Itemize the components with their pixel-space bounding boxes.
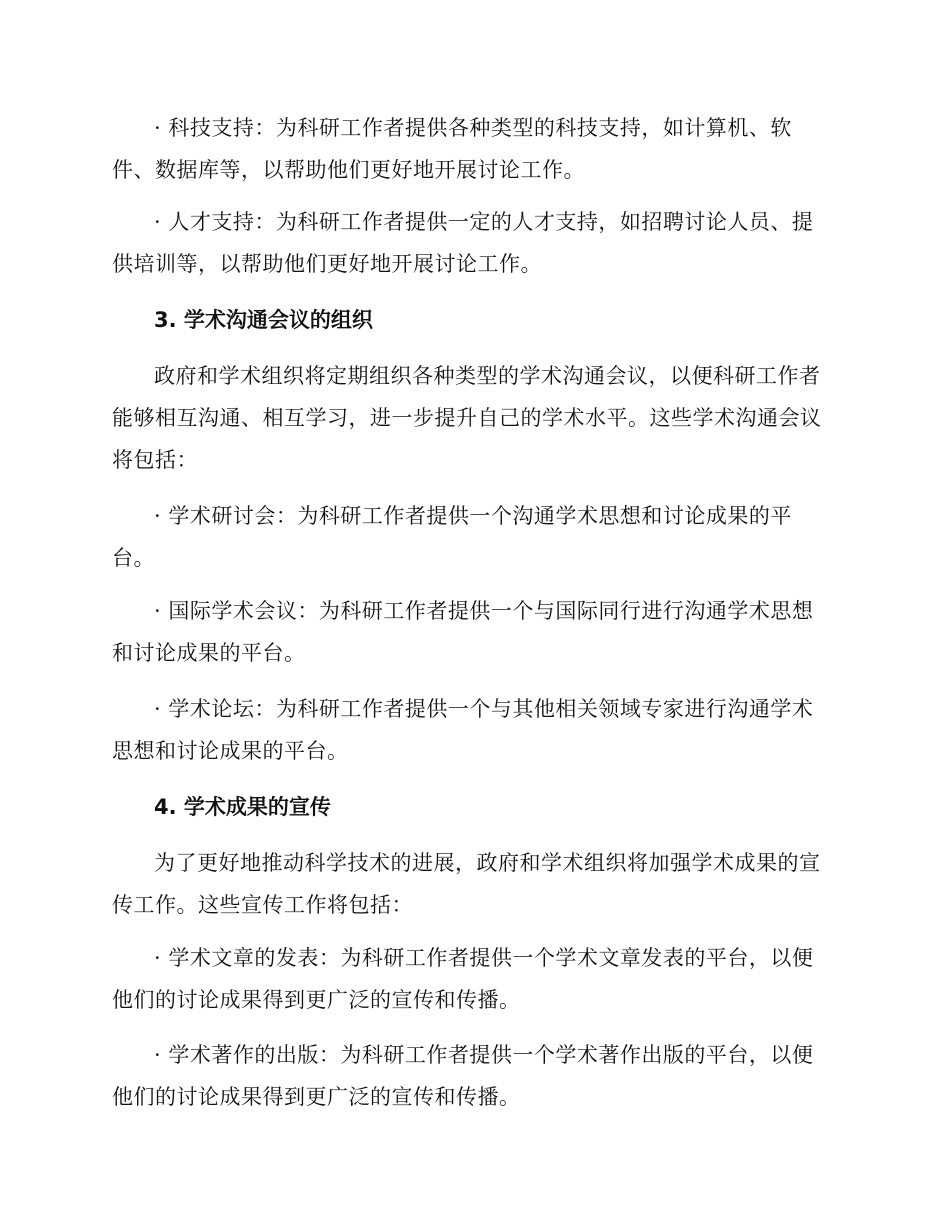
- paragraph-publicity-intro: 为了更好地推动科学技术的进展，政府和学术组织将加强学术成果的宣传工作。这些宣传工作将包括：: [112, 851, 821, 917]
- bullet-article-publication: · 学术文章的发表：为科研工作者提供一个学术文章发表的平台，以便他们的讨论成果得到更广泛的宣传和传播。: [112, 946, 814, 1012]
- bullet-academic-forum: · 学术论坛：为科研工作者提供一个与其他相关领域专家进行沟通学术思想和讨论成果的平台。: [112, 697, 814, 763]
- bullet-talent-support: · 人才支持：为科研工作者提供一定的人才支持，如招聘讨论人员、提供培训等，以帮助他们更好地开展讨论工作。: [112, 210, 814, 276]
- bullet-book-publication: · 学术著作的出版：为科研工作者提供一个学术著作出版的平台，以便他们的讨论成果得到更广泛的宣传和传播。: [112, 1043, 814, 1109]
- paragraph-conferences-intro: 政府和学术组织将定期组织各种类型的学术沟通会议，以便科研工作者能够相互沟通、相互学习，进一步提升自己的学术水平。这些学术沟通会议将包括：: [112, 364, 822, 472]
- bullet-international-conference: · 国际学术会议：为科研工作者提供一个与国际同行进行沟通学术思想和讨论成果的平台。: [112, 599, 814, 665]
- section-heading-4: 4. 学术成果的宣传: [154, 795, 331, 819]
- bullet-tech-support: · 科技支持：为科研工作者提供各种类型的科技支持，如计算机、软件、数据库等，以帮助他们更好地开展讨论工作。: [112, 116, 792, 182]
- section-heading-3: 3. 学术沟通会议的组织: [154, 308, 373, 332]
- bullet-symposium: · 学术研讨会：为科研工作者提供一个沟通学术思想和讨论成果的平台。: [112, 504, 792, 570]
